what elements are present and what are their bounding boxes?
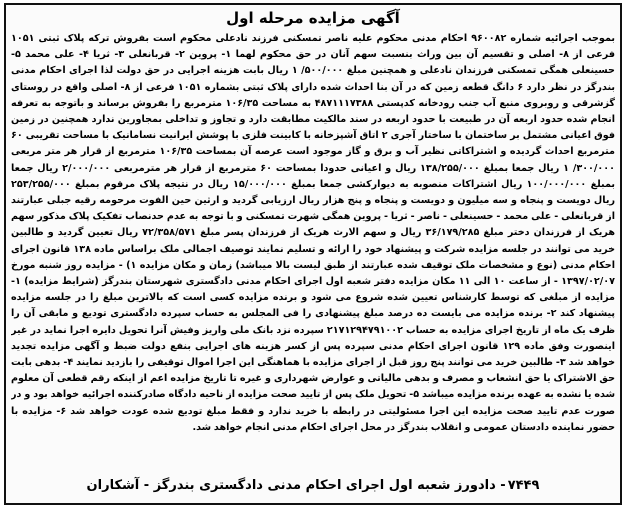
notice-signature: - دادورز شعبه اول اجرای احکام مدنی دادگستری بندرگز - آشکاران <box>86 478 506 493</box>
notice-footer <box>6 475 620 497</box>
notice-code: ۷۴۴۹ <box>507 478 540 493</box>
legal-notice <box>4 3 622 505</box>
notice-body: بموجب اجرائیه شماره ۹۶۰۰۸۲ احکام مدنی محکوم علیه ناصر تمسکنی فرزند نادعلی محکوم است بفروش ترکه پلاک ثبتی ۱۰۵۱ فرعی از ۸- اصلی و تقسیم آن بین وراث بنسبت سهم آنان در حق محکوم لهما ۱- پروین ۲- قربانعلی ۳- ثریا ۴- علی محمد ۵- حسینعلی همگی تمسکنی فرزندان نادعلی و همچنین مبلغ ۵۰۰/۰۰۰/ ۱ ریال بابت هزینه اجرایی در حق دولت لذا اجرای احکام مدنی بندرگز در نظر دارد ۶ دانگ قطعه زمین که در آن بنا احداث شده دارای پلاک ثبتی بشماره ۱۰۵۱ فرعی از ۸- اصلی واقع در روستای گزشرقی و روبروی منبع آب جنب رودخانه کدپستی ۴۸۷۱۱۱۷۳۸۸ به مساحت ۱۰۶/۳۵ مترمربع را بفروش برساند و باتوجه به تعرفه انجام شده حدود اربعه آن در طبیعت با حدود اربعه در سند مالکیت مطابقت دارد و تجاوز و تداخلی بمجاورین ندارد همچنین در زمین فوق اعیانی مشتمل بر ساختمان با ساختار آجری ۲ اتاق آشپزخانه با کابینت فلزی با پوشش ایرانیت نسامانیک با مساحت تقریبی ۶۰ مترمربع احداث گردیده و اشتراکاتی نظیر آب و برق و گاز موجود است عرصه آن بمساحت ۱۰۶/۳۵ مترمربع از قرار هر متر مربعی ۳۰۰/۰۰۰/ ۱ ریال جمعا بمبلغ ۱۳۸/۲۵۵/۰۰۰ ریال و اعیانی حدودا بمساحت ۶۰ مترمربع از قرار هر مترمربعی ۲/۰۰۰/۰۰۰ ریال جمعا بمبلغ ۱۰۰/۰۰۰/۰۰۰ ریال اشتراکات منصوبه به دیوارکشی جمعا بمبلغ ۱۵/۰۰۰/۰۰۰ ریال در نتیجه پلاک مرقوم بمبلغ ۲۵۳/۲۵۵/۰۰۰ ریال دویست و پنجاه و سه میلیون و دویست و پنجاه و پنج هزار ریال ارزیابی گردید و ارثین حین الفوت مرحومه رقیه جبلی عبارتند از قربانعلی - علی محمد - حسینعلی - ناصر - ثریا - پروین همگی شهرت تمسکنی و با توجه به عدم حدنصاب تفکیک پلاک مذکور سهم هریک از فرزندان دختر مبلغ ۳۶/۱۷۹/۲۸۵ ریال و سهم الارث هریک از فرزندان پسر مبلغ ۷۲/۳۵۸/۵۷۱ ریال تعیین گردید و طالبین خرید می توانند در جلسه مزایده شرکت و پیشنهاد خود را ارائه و تسلیم نمایند توصیف اجمالی ملک براساس ماده ۱۳۸ قانون اجرای احکام مدنی (نوع و مشخصات ملک توقیف شده عبارتند از طبق لیست بالا میباشد) زمان و مکان مزایده ۱) - مزایده روز شنبه مورخ ۱۳۹۷/۰۲/۰۷ - از ساعت ۱۰ الی ۱۱ مکان مزایده دفتر شعبه اول اجرای احکام مدنی دادگستری شهرستان بندرگز (شرایط مزایده) ۱- مزایده از مبلغی که توسط کارشناس تعیین شده شروع می شود و برنده مزایده کسی است که بالاترین مبلغ را در جلسه مزایده پیشنهاد کند ۲- برنده مزایده می بایست ده درصد مبلغ پیشنهادی را فی المجلس به حساب سپرده دادگستری تودیع و مابقی آن را ظرف یک ماه از تاریخ اجرای مزایده به حساب ۲۱۷۱۲۹۴۷۹۱۰۰۲ سپرده نزد بانک ملی واریز وفیش آنرا تحویل دایره اجرا نماید در غیر اینصورت وفق ماده ۱۲۹ قانون اجرای احکام مدنی سپرده پس از کسر هزینه های اجرایی بنفع دولت ضبط و آگهی مزایده تجدید خواهد شد ۳- طالبین خرید می توانند پنج روز قبل از اجرای مزایده با هماهنگی این اجرا اموال توقیفی را بازدید نمایند ۴- بدهی بابت حق الاشتراک یا حق انشعاب و مصرف و بدهی مالیاتی و عوارض شهرداری و غیره تا تاریخ مزایده اعم از اینکه رقم قطعی آن معلوم شده یا نشده به عهده برنده مزایده میباشد ۵- تحویل ملک پس از تایید صحت مزایده از ناحیه دادگاه صادرکننده اجرائیه خواهد بود و در صورت عدم تایید صحت مزایده این اجرا مسئولیتی در رابطه با خرید ندارد و فقط مبلغ تودیع شده عودت خواهد شد ۶- مزایده با حضور نماینده دادستان عمومی و انقلاب بندرگز در محل اجرای احکام مدنی انجام خواهد شد. <box>11 33 615 433</box>
notice-title: آگهی مزایده مرحله اول <box>226 9 400 27</box>
